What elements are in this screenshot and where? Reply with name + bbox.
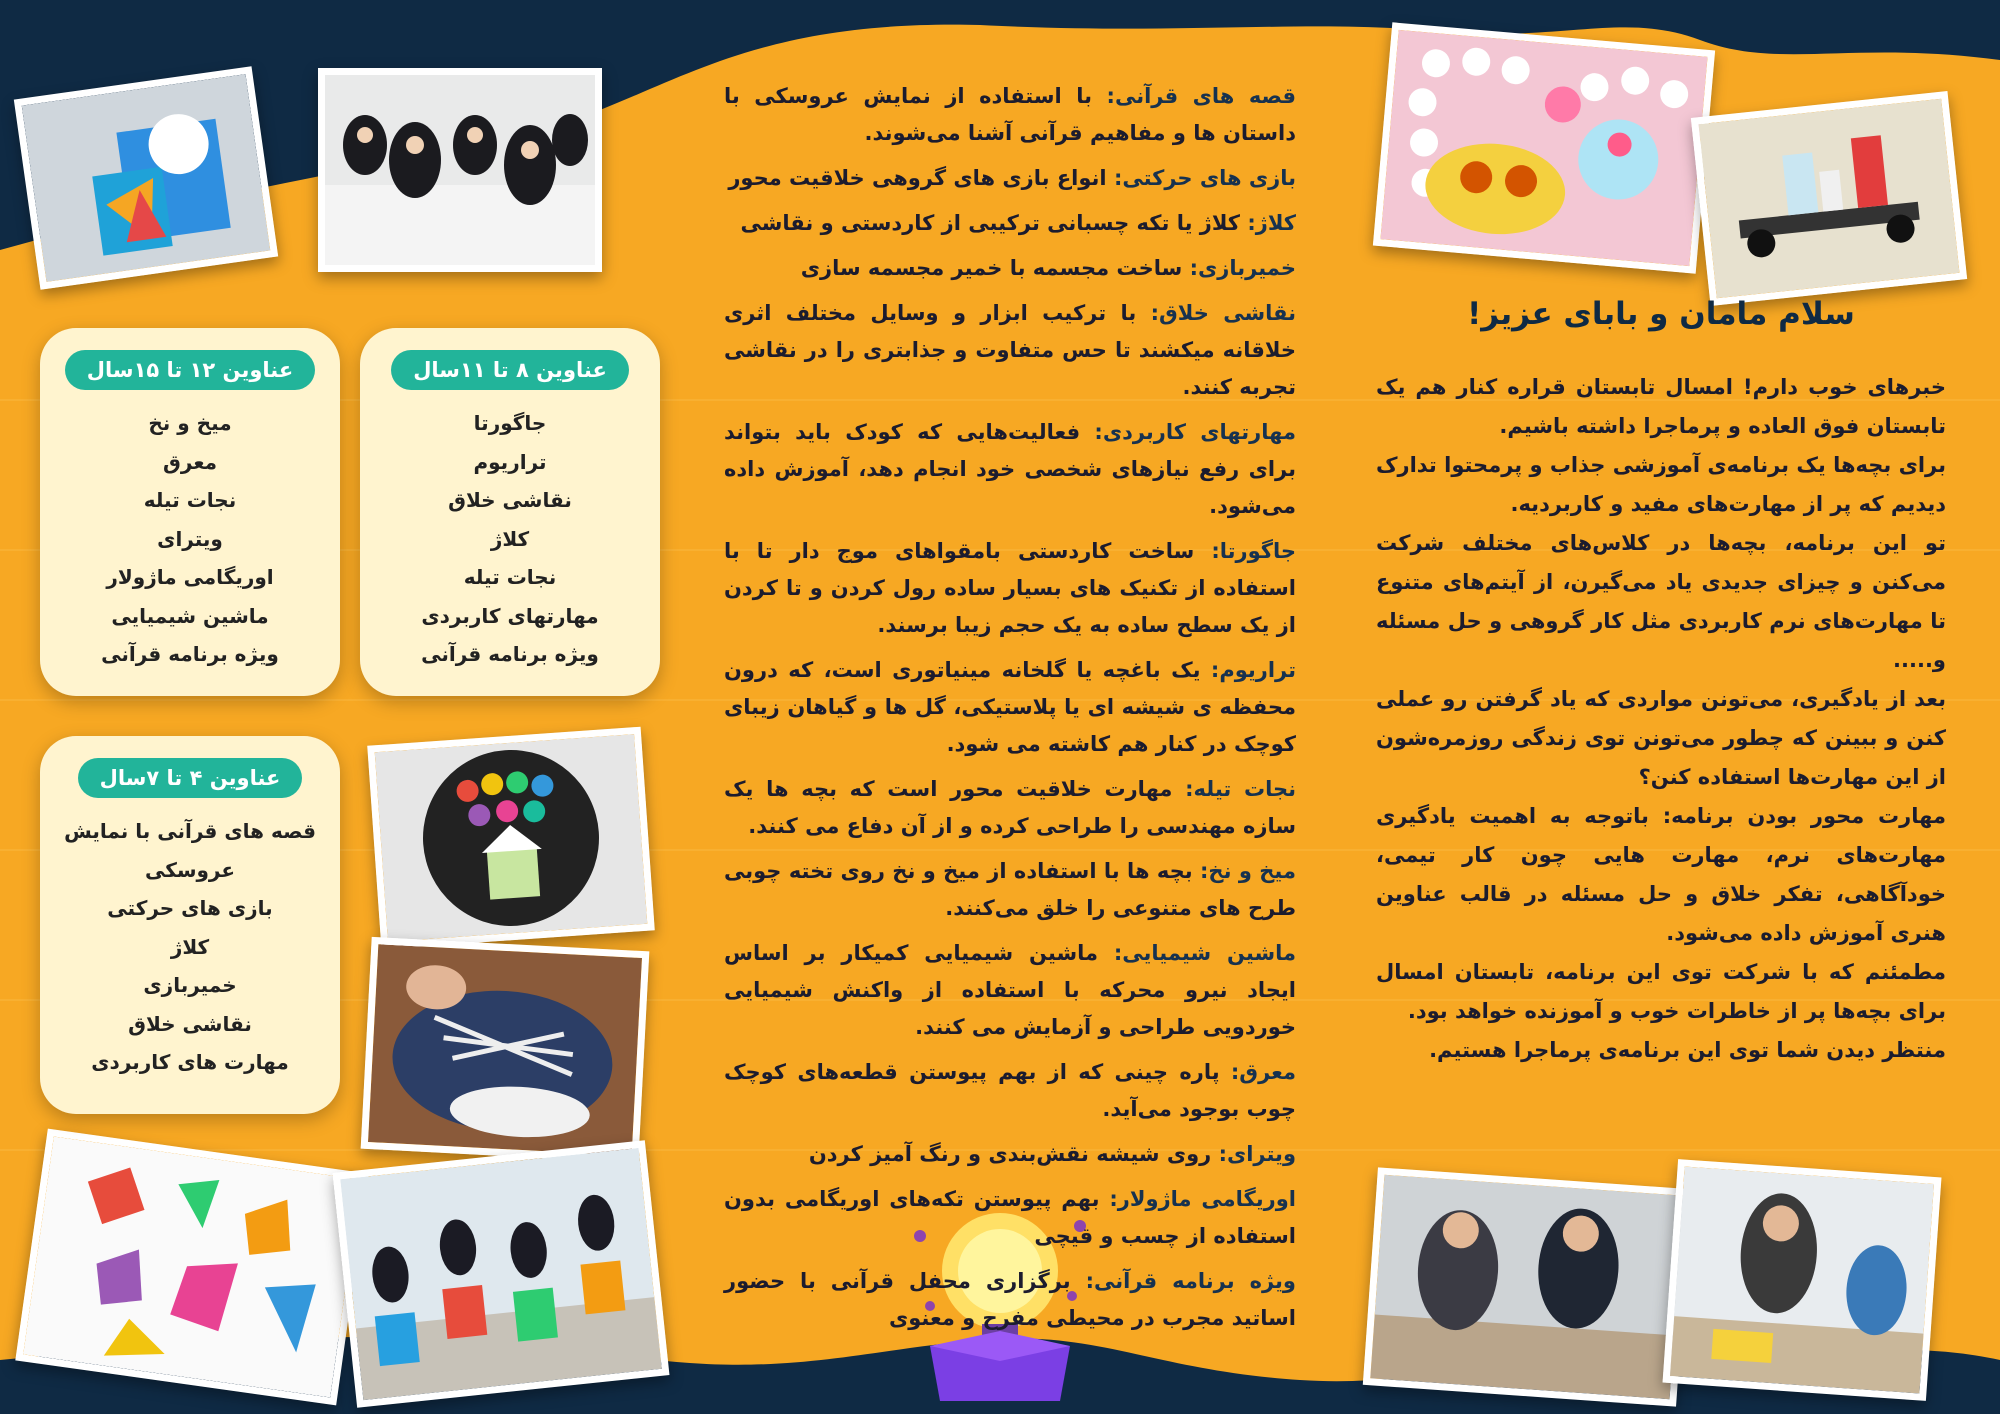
boys-workshop-photo [1363, 1167, 1691, 1406]
activity-item: خمیربازی: ساخت مجسمه با خمیر مجسمه سازی [800, 256, 1296, 280]
intro-paragraph: بعد از یادگیری، می‌تونن مواردی که یاد گرفتن رو عملی کنن و ببینن که چطور می‌تونن توی زندگی روزمره‌شون از این مهارت‌ها استفاده کنن؟ [1376, 687, 1946, 789]
card-title: عناوین ۸ تا ۱۱سال [391, 350, 629, 390]
list-item: خمیربازی [143, 973, 237, 997]
intro-column [1376, 296, 1946, 1070]
card-age-12-15 [40, 328, 340, 696]
activity-item: ماشین شیمیایی: ماشین شیمیایی کمیکار بر اساس ایجاد نیرو محرکه با استفاده از واکنش شیمیایی خوردویی طراحی و آزمایش می کنند. [724, 941, 1297, 1039]
card-age-8-11 [360, 328, 660, 696]
list-item: مهارتهای کاربردی [421, 603, 599, 628]
list-item: نجات تیله [143, 488, 237, 512]
page-title: سلام مامان و بابای عزیز! [1467, 296, 1855, 332]
list-item: نقاشی خلاق [448, 488, 572, 512]
classroom-photo [318, 68, 602, 272]
origami-photo [15, 1129, 368, 1406]
chemical-car-photo [1691, 91, 1967, 306]
list-item: عروسکی [144, 857, 236, 882]
paper-craft-photo [14, 66, 278, 290]
card-age-4-7 [40, 736, 340, 1114]
activity-item: نقاشی خلاق: با ترکیب ابزار و وسایل مختلف اثری خلاقانه میکشند تا حس متفاوت و جذابتری را در نقاشی تجربه کنند. [724, 301, 1296, 399]
list-item: ویژه برنامه قرآنی [101, 642, 279, 666]
list-item: کلاژ [490, 526, 530, 551]
activity-item: بازی های حرکتی: انواع بازی های گروهی خلاقیت محور [728, 166, 1296, 190]
list-item: مهارت های کاربردی [91, 1050, 289, 1074]
activity-item: جاگورتا: ساخت کاردستی بامقواهای موج دار تا با استفاده از تکنیک های بسیار ساده رول کردن و تا کردن از یک سطح ساده به یک حجم زیبا برسند. [724, 539, 1296, 637]
activity-item: ویژه برنامه قرآنی: برگزاری محفل قرآنی با حضور اساتید مجرب در محیطی مفرح و معنوی [724, 1269, 1296, 1330]
card-list [40, 812, 340, 1082]
list-item: ویژه برنامه قرآنی [421, 642, 599, 666]
list-item: معرق [163, 449, 217, 474]
activities-column [724, 78, 1296, 1345]
activity-item: ویترای: روی شیشه نقش‌بندی و رنگ آمیز کردن [808, 1142, 1296, 1166]
list-item: میخ و نخ [148, 411, 232, 435]
list-item: قصه های قرآنی با نمایش [64, 819, 316, 843]
kids-group-photo [333, 1140, 670, 1408]
list-item: جاگورتا [473, 411, 547, 435]
activity-item: کلاژ: کلاژ یا تکه چسبانی ترکیبی از کاردستی و نقاشی [740, 211, 1296, 235]
shoelace-photo [361, 937, 650, 1163]
intro-paragraph: تو این برنامه، بچه‌ها در کلاس‌های مختلف شرکت می‌کنن و چیزای جدیدی یاد می‌گیرن، از آیتم‌های متنوع تا مهارت‌های نرم کاربردی مثل کار گروهی و حل مسئله و..... [1376, 531, 1946, 672]
button-house-photo [367, 727, 655, 950]
list-item: نجات تیله [463, 565, 557, 589]
intro-paragraph: مطمئنم که با شرکت توی این برنامه، تابستان امسال برای بچه‌ها پر از خاطرات خوب و آموزنده خواهد بود. [1376, 960, 1946, 1023]
card-list [360, 404, 660, 674]
activity-item: معرق: پاره چینی که از بهم پیوستن قطعه‌های کوچک چوب بوجود می‌آید. [724, 1060, 1296, 1121]
intro-paragraph: مهارت محور بودن برنامه: باتوجه به اهمیت یادگیری مهارت‌های نرم، مهارت هایی چون کار تیمی، خودآگاهی، تفکر خلاق و حل مسئله در قالب عناوین هنری آموزش داده می‌شود. [1376, 804, 1946, 945]
activity-item: مهارتهای کاربردی: فعالیت‌هایی که کودک باید بتواند برای رفع نیازهای شخصی خود انجام دهد، آموزش داده می‌شود. [724, 420, 1296, 518]
card-title: عناوین ۴ تا ۷سال [78, 758, 303, 798]
intro-paragraph: خبرهای خوب دارم! امسال تابستان قراره کنار هم یک تابستان فوق العاده و پرماجرا داشته باشیم. [1376, 375, 1946, 438]
list-item: اوریگامی ماژولار [106, 565, 274, 589]
list-item: تراریوم [473, 449, 547, 474]
activity-item: قصه های قرآنی: با استفاده از نمایش عروسکی با داستان ها و مفاهیم قرآنی آشنا می‌شوند. [724, 84, 1296, 145]
activity-item: نجات تیله: مهارت خلاقیت محور است که بچه ها یک سازه مهندسی را طراحی کرده و از آن دفاع می کنند. [724, 777, 1297, 838]
activity-item: تراریوم: یک باغچه یا گلخانه مینیاتوری است، که درون محفظه ی شیشه ای یا پلاستیکی، گل ها و گیاهان زیبای کوچک در کنار هم کاشته می شود. [724, 658, 1296, 756]
clay-flowers-photo [1373, 22, 1715, 273]
list-item: بازی های حرکتی [107, 896, 273, 920]
activity-item: میخ و نخ: بچه ها با استفاده از میخ و نخ روی تخته چوبی طرح های متنوعی را خلق می‌کنند. [724, 859, 1296, 920]
intro-paragraph: برای بچه‌ها یک برنامه‌ی آموزشی جذاب و پرمحتوا تدارک دیدیم که پر از مهارت‌های مفید و کاربردیه. [1376, 453, 1946, 516]
card-title: عناوین ۱۲ تا ۱۵سال [65, 350, 315, 390]
list-item: کلاژ [170, 934, 210, 959]
list-item: ماشین شیمیایی [111, 603, 269, 628]
card-list [40, 404, 340, 674]
activity-item: اوریگامی ماژولار: بهم پیوستن تکه‌های اوریگامی بدون استفاده از چسب و قیچی [724, 1187, 1297, 1248]
list-item: نقاشی خلاق [128, 1011, 252, 1036]
intro-paragraph: منتظر دیدن شما توی این برنامه‌ی پرماجرا هستیم. [1429, 1038, 1946, 1062]
teacher-kids-photo [1663, 1159, 1942, 1401]
list-item: ویترای [157, 526, 223, 551]
